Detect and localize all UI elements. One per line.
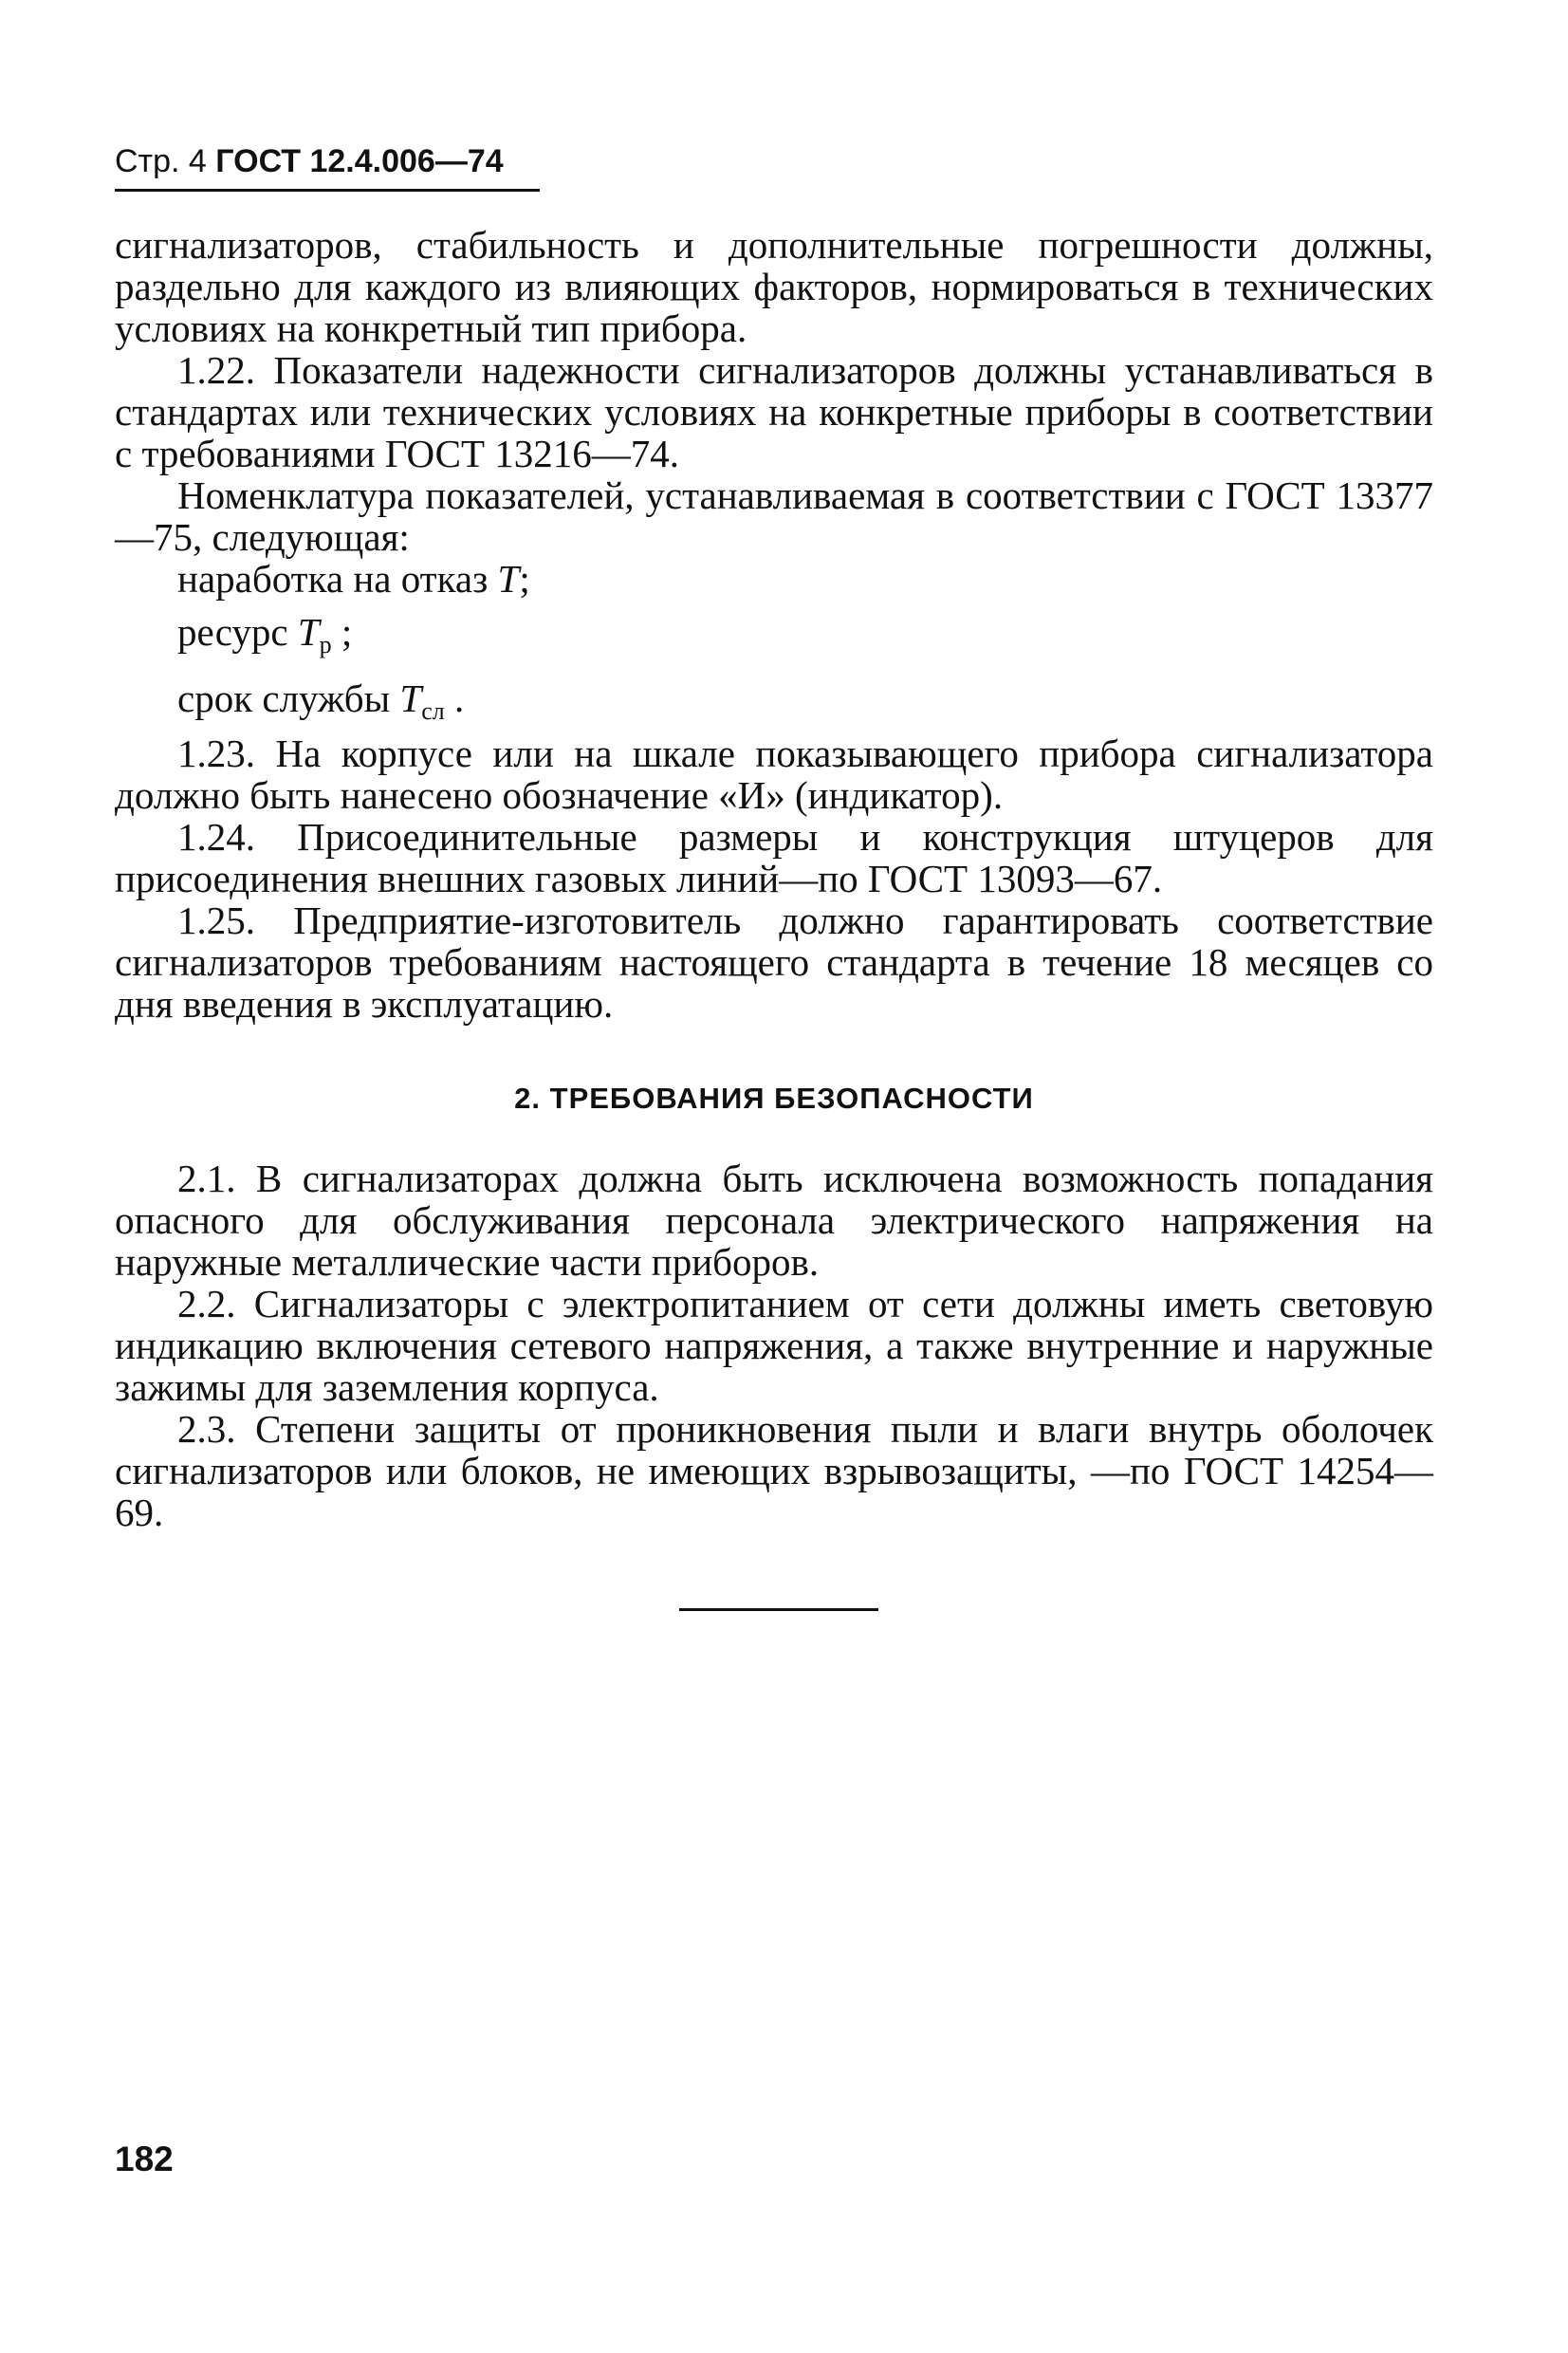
paragraph-2-1: 2.1. В сигнализаторах должна быть исключена возможность попадания опасного для обслуживания персонала электрического напряжения на наружные металлические части приборов. xyxy=(115,1157,1433,1284)
gost-designation: ГОСТ 12.4.006—74 xyxy=(215,143,504,179)
list-item-text: срок службы xyxy=(177,676,400,720)
paragraph-2-3: 2.3. Степени защиты от проникновения пыли и влаги внутрь оболочек сигнализаторов или блоков, не имеющих взрывозащиты, —по ГОСТ 14254—69. xyxy=(115,1407,1433,1534)
running-header xyxy=(115,142,504,180)
section-heading: 2. ТРЕБОВАНИЯ БЕЗОПАСНОСТИ xyxy=(514,1082,1034,1115)
paragraph-1-25: 1.25. Предприятие-изготовитель должно гарантировать соответствие сигнализаторов требованиям настоящего стандарта в течение 18 месяцев со дня введения в эксплуатацию. xyxy=(115,899,1433,1026)
list-item-service-life xyxy=(115,677,1433,732)
symbol-subscript: р xyxy=(319,631,332,658)
list-item-tail: ; xyxy=(331,610,353,654)
symbol-subscript: сл xyxy=(421,697,445,725)
page-body xyxy=(115,224,1433,1533)
paragraph-2-2: 2.2. Сигнализаторы с электропитанием от сети должны иметь световую индикацию включения сетевого напряжения, а также внутренние и наружные зажимы для заземления корпуса. xyxy=(115,1282,1433,1409)
list-item-mtbf xyxy=(115,558,1433,600)
page-number: 182 xyxy=(115,2140,174,2178)
list-item-text: ресурс xyxy=(177,610,298,654)
paragraph-continued: сигнализаторов, стабильность и дополнительные погрешности должны, раздельно для каждого из влияющих факторов, нормироваться в технических условиях на конкретный тип прибора. xyxy=(115,223,1433,350)
symbol-t: T xyxy=(497,557,520,601)
paragraph-1-22: 1.22. Показатели надежности сигнализаторов должны устанавливаться в стандартах или технических условиях на конкретные приборы в соответствии с требованиями ГОСТ 13216—74. xyxy=(115,348,1433,475)
list-item-resource xyxy=(115,611,1433,666)
end-rule xyxy=(679,1608,878,1611)
paragraph-1-24: 1.24. Присоединительные размеры и конструкция штуцеров для присоединения внешних газовых линий—по ГОСТ 13093—67. xyxy=(115,815,1433,900)
list-item-text: наработка на отказ xyxy=(177,557,498,601)
symbol-t: T xyxy=(399,676,422,720)
paragraph-nomenclature: Номенклатура показателей, устанавливаемая в соответствии с ГОСТ 13377—75, следующая: xyxy=(115,473,1433,559)
paragraph-1-23: 1.23. На корпусе или на шкале показывающего прибора сигнализатора должно быть нанесено обозначение «И» (индикатор). xyxy=(115,732,1433,817)
symbol-t: T xyxy=(297,610,320,654)
list-item-tail: ; xyxy=(519,557,530,601)
header-rule xyxy=(115,189,540,192)
list-item-tail: . xyxy=(444,676,465,720)
page-prefix: Стр. 4 xyxy=(115,143,207,179)
